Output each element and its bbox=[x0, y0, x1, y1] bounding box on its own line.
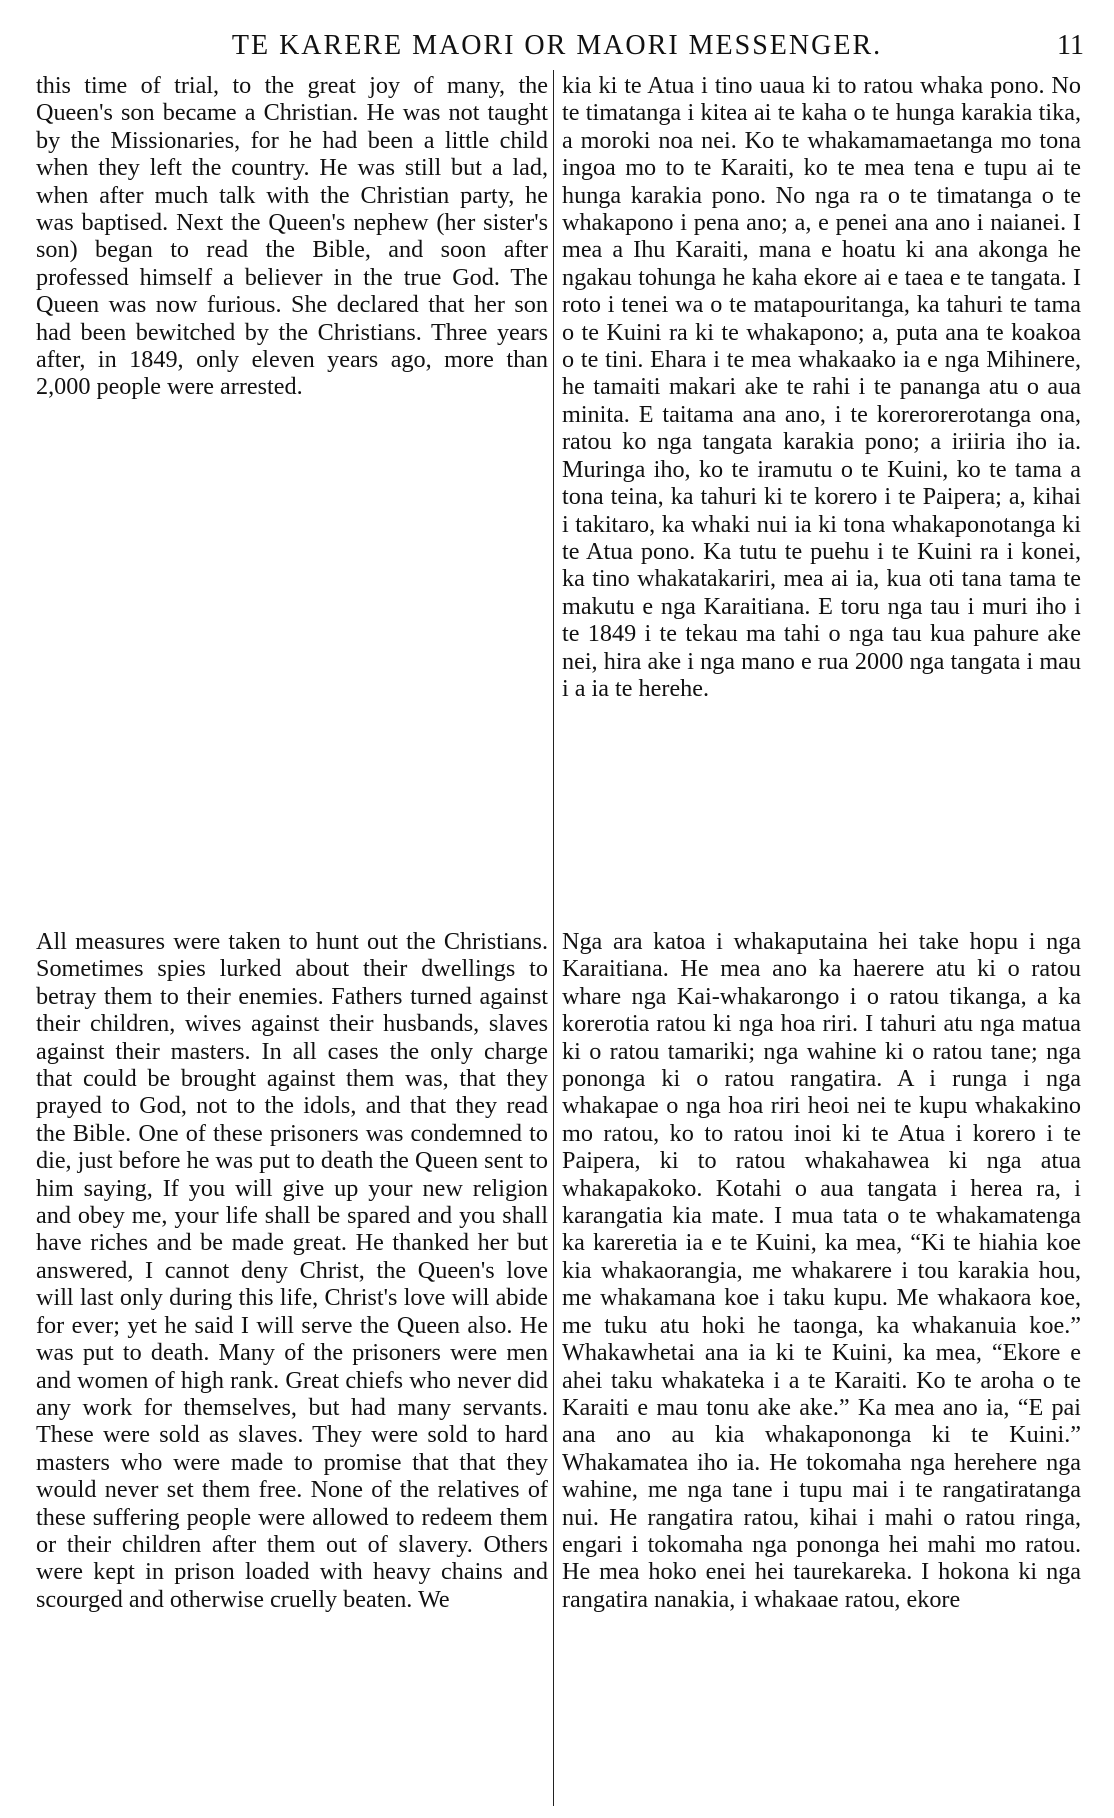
english-paragraph-1: this time of trial, to the great joy of many, the Queen's son became a Christian. He was not taught by the Missionaries, for he had been a little child when they left the country. He was still but a lad, when after much talk with the Christian party, he was baptised. Next the Queen's nephew (her sister's son) began to read the Bible, and soon after professed himself a believer in the true God. The Queen was now furious. She declared that her son had been bewitched by the Christians. Three years after, in 1849, only eleven years ago, more than 2,000 people were arrested. bbox=[36, 72, 548, 401]
maori-column-top bbox=[562, 72, 1081, 702]
maori-column-bottom bbox=[562, 928, 1081, 1613]
maori-paragraph-1: kia ki te Atua i tino uaua ki to ratou whaka pono. No te timatanga i kitea ai te kaha o te hunga karakia tika, a moroki noa nei. Ko te whakamamaetanga mo tona ingoa mo to te Karaiti, ko te mea tena e tupu ai te hunga karakia pono. No nga ra o te timatanga o te whakapono i pena ano; a, e penei ana ano i naianei. I mea a Ihu Karaiti, mana e hoatu ki ana akonga he ngakau tohunga he kaha ekore ai e taea e te tangata. I roto i tenei wa o te matapouritanga, ka tahuri te tama o te Kuini ra ki te whakapono; a, puta ana te koakoa o te tini. Ehara i te mea whakaako ia e nga Mihinere, he tamaiti makari ake te rahi i te pananga atu o aua minita. E taitama ana ano, i te korerorerotanga ona, ratou ko nga tangata karakia pono; a iriiria iho ia. Muringa iho, ko te iramutu o te Kuini, ko te tama a tona teina, ka tahuri ki te korero i te Paipera; a, kihai i takitaro, ka whaki nui ia ki tona whakaponotanga ki te Atua pono. Ka tutu te puehu i te Kuini ra i konei, ka tino whakatakariri, mea ai ia, kua oti tana tama te makutu e nga Karaitiana. E toru nga tau i muri iho i te 1849 i te tekau ma tahi o nga tau kua pahure ake nei, hira ake i nga mano e rua 2000 nga tangata i mau i a ia te herehe. bbox=[562, 72, 1081, 702]
maori-paragraph-2: Nga ara katoa i whakaputaina hei take hopu i nga Karaitiana. He mea ano ka haerere atu ki o ratou whare nga Kai-whakarongo i o ratou tikanga, a ka korerotia ratou ki nga hoa riri. I tahuri atu nga matua ki o ratou tamariki; nga wahine ki o ratou tane; nga pononga ki o ratou rangatira. A i runga i nga whakapae o nga hoa riri heoi nei te kupu whakakino mo ratou, ko to ratou inoi ki te Atua i korero i te Paipera, ki to ratou whakahawea ki nga atua whakapakoko. Kotahi o aua tangata i herea ra, i karangatia kia mate. I mua tata o te whakamatenga ka kareretia ia e te Kuini, ka mea, “Ki te hiahia koe kia whakaorangia, me whakarere i tou karakia hou, me whakamana koe i taku kupu. Me whakaora koe, me tuku atu hoki he taonga, ka whakanuia koe.” Whakawhetai ana ia ki te Kuini, ka mea, “Ekore e ahei taku whakateka i a te Karaiti. Ko te aroha o te Karaiti e mau tonu ake ake.” Ka mea ano ia, “E pai ana ano au kia whakapononga ki te Kuini.” Whakamatea iho ia. He tokomaha nga herehere nga wahine, me nga tane i tupu mai i te rangatiratanga nui. He rangatira ratou, kihai i mahi o ratou ringa, engari i tokomaha nga pononga hei mahi mo ratou. He mea hoko enei hei taurekareka. I hokona ki nga rangatira nanakia, i whakaae ratou, ekore bbox=[562, 928, 1081, 1613]
column-divider bbox=[553, 70, 554, 1806]
english-column-bottom bbox=[36, 928, 548, 1613]
english-column-top bbox=[36, 72, 548, 401]
page-number: 11 bbox=[1057, 30, 1084, 61]
page-header bbox=[0, 26, 1114, 66]
page-title: TE KARERE MAORI OR MAORI MESSENGER. bbox=[231, 30, 883, 61]
english-paragraph-2: All measures were taken to hunt out the Christians. Sometimes spies lurked about their dwellings to betray them to their enemies. Fathers turned against their children, wives against their husbands, slaves against their masters. In all cases the only charge that could be brought against them was, that they prayed to God, not to the idols, and that they read the Bible. One of these prisoners was condemned to die, just before he was put to death the Queen sent to him saying, If you will give up your new religion and obey me, your life shall be spared and you shall have riches and be made great. He thanked her but answered, I cannot deny Christ, the Queen's love will last only during this life, Christ's love will abide for ever; yet he said I will serve the Queen also. He was put to death. Many of the prisoners were men and women of high rank. Great chiefs who never did any work for themselves, but had many servants. These were sold as slaves. They were sold to hard masters who were made to promise that that they would never set them free. None of the relatives of these suffering people were allowed to redeem them or their children after them out of slavery. Others were kept in prison loaded with heavy chains and scourged and otherwise cruelly beaten. We bbox=[36, 928, 548, 1613]
